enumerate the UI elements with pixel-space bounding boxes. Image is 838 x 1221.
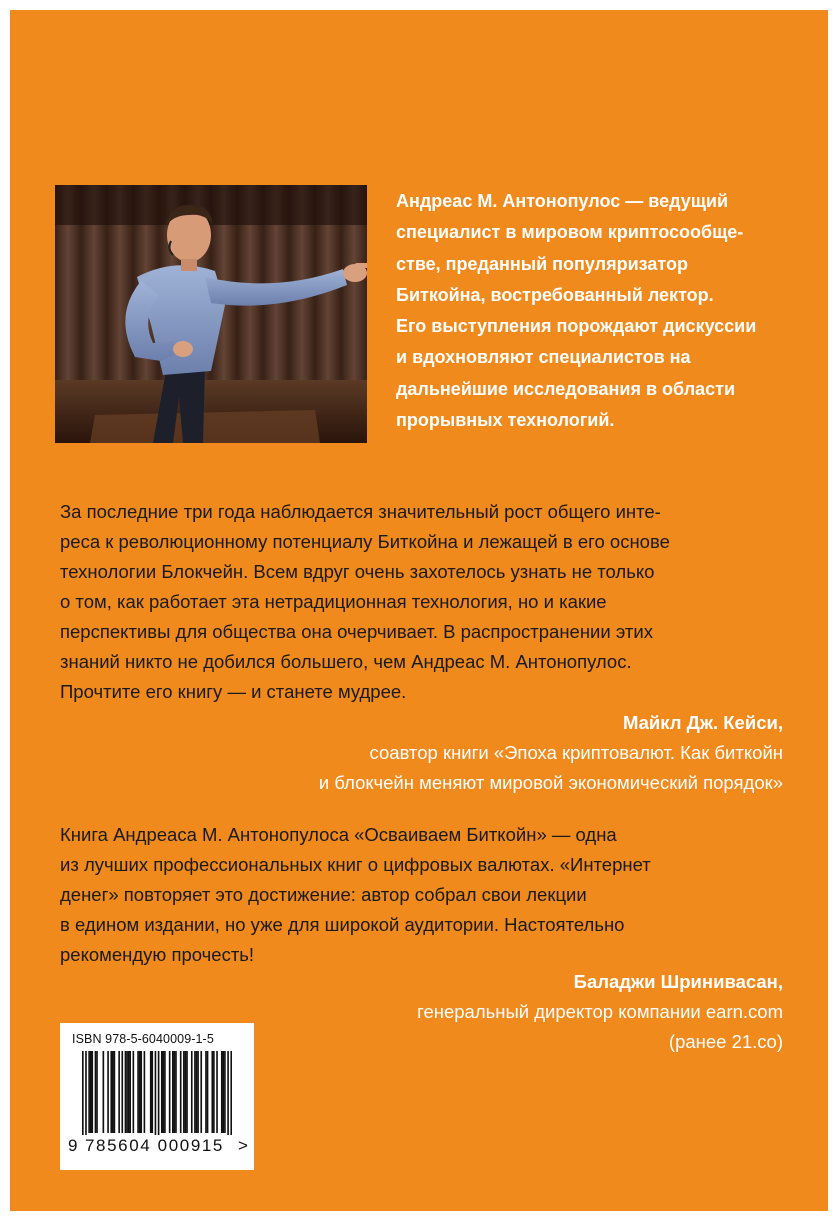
bio-line: стве, преданный популяризатор	[396, 253, 688, 274]
barcode-bar	[85, 1051, 87, 1135]
barcode-bar	[185, 1051, 187, 1133]
barcode-bar	[150, 1051, 152, 1133]
barcode-bar	[158, 1051, 160, 1135]
bio-line: Андреас М. Антонопулос — ведущий	[396, 191, 729, 211]
quote-casey-attribution	[319, 708, 783, 798]
quote-line: в едином издании, но уже для широкой аудитории. Настоятельно	[60, 914, 625, 935]
barcode-bar	[174, 1051, 176, 1133]
author-bio	[396, 186, 806, 436]
barcode-bar	[164, 1051, 166, 1133]
quote-line: реса к революционному потенциалу Биткойна и лежащей в его основе	[60, 531, 670, 552]
barcode-bar	[103, 1051, 105, 1133]
barcode-bar	[224, 1051, 226, 1133]
barcode-bar	[126, 1051, 128, 1133]
quote-line: Книга Андреаса М. Антонопулоса «Осваиваем Биткойн» — одна	[60, 824, 617, 845]
barcode-bar	[161, 1051, 163, 1133]
barcode-bar	[151, 1051, 153, 1133]
barcode-bar	[91, 1051, 93, 1133]
quote-line: знаний никто не добился большего, чем Андреас М. Антонопулос.	[60, 651, 632, 672]
barcode-lead-digit: 9	[68, 1136, 78, 1155]
quote-srinivasan-attribution	[417, 967, 783, 1057]
quote-line: перспективы для общества она очерчивает. В распространении этих	[60, 621, 653, 642]
barcode-bar	[194, 1051, 196, 1133]
barcode-bar	[186, 1051, 188, 1133]
quote-srinivasan	[60, 820, 795, 970]
bio-line: специалист в мировом криптосообще-	[396, 222, 744, 243]
speaker-photo-icon	[55, 185, 367, 443]
barcode-bar	[213, 1051, 215, 1133]
barcode-bar	[172, 1051, 174, 1133]
barcode-bar	[221, 1051, 223, 1133]
barcode-bar	[128, 1051, 130, 1133]
author-photo	[55, 185, 367, 443]
isbn-barcode	[60, 1023, 254, 1170]
quote-line: технологии Блокчейн. Всем вдруг очень захотелось узнать не только	[60, 561, 655, 582]
barcode-bar	[175, 1051, 177, 1133]
isbn-label: ISBN 978-5-6040009-1-5	[72, 1032, 214, 1046]
barcode-bar	[205, 1051, 207, 1133]
bio-line: прорывных технологий.	[396, 410, 615, 431]
barcode-bar	[200, 1051, 202, 1133]
barcode-bar	[155, 1051, 157, 1135]
bio-line: Биткойна, востребованный лектор.	[396, 284, 714, 305]
quote-author-role: (ранее 21.co)	[668, 1031, 783, 1052]
bio-line: дальнейшие исследования в области	[396, 378, 736, 399]
quote-casey	[60, 497, 795, 707]
barcode-bar	[169, 1051, 171, 1133]
barcode-digits: 785604 000915	[85, 1136, 224, 1155]
quote-author-name: Баладжи Шринивасан,	[573, 971, 783, 992]
quote-author-role: соавтор книги «Эпоха криптовалют. Как биткойн	[369, 742, 783, 763]
quote-line: денег» повторяет это достижение: автор собрал свои лекции	[60, 884, 587, 905]
barcode-bar	[114, 1051, 116, 1133]
barcode-bar	[211, 1051, 213, 1133]
barcode-bar	[140, 1051, 142, 1133]
barcode-bar	[133, 1051, 135, 1133]
bio-line: Его выступления порождают дискуссии	[396, 316, 757, 337]
barcode-bar	[125, 1051, 127, 1133]
barcode-bar	[82, 1051, 84, 1135]
barcode-bar	[216, 1051, 218, 1133]
barcode-bar	[223, 1051, 225, 1133]
barcode-bar	[180, 1051, 182, 1133]
barcode-arrow: >	[238, 1136, 248, 1155]
barcode-bar	[191, 1051, 193, 1133]
barcode-bar	[183, 1051, 185, 1133]
barcode-bar	[121, 1051, 123, 1133]
barcode-bar	[112, 1051, 114, 1133]
barcode-bar	[107, 1051, 109, 1133]
quote-author-role: генеральный директор компании earn.com	[417, 1001, 783, 1022]
barcode-bar	[163, 1051, 165, 1133]
barcode-bar	[96, 1051, 98, 1133]
quote-line: о том, как работает эта нетрадиционная технология, но и какие	[60, 591, 607, 612]
quote-line: из лучших профессиональных книг о цифровых валютах. «Интернет	[60, 854, 651, 875]
barcode-bar	[118, 1051, 120, 1133]
quote-author-name: Майкл Дж. Кейси,	[622, 712, 783, 733]
barcode-bar	[144, 1051, 146, 1133]
barcode-bar	[137, 1051, 139, 1133]
barcode-bar	[227, 1051, 229, 1135]
quote-author-role: и блокчейн меняют мировой экономический порядок»	[318, 772, 783, 793]
quote-line: Прочтите его книгу — и станете мудрее.	[60, 681, 407, 702]
quote-line: За последние три года наблюдается значительный рост общего инте-	[60, 501, 661, 522]
barcode-bar	[207, 1051, 209, 1133]
barcode-bar	[95, 1051, 97, 1133]
barcode-bar	[129, 1051, 131, 1133]
barcode-bar	[230, 1051, 232, 1135]
barcode-bars	[82, 1051, 232, 1135]
barcode-bar	[196, 1051, 198, 1133]
barcode-bar	[88, 1051, 90, 1133]
bio-line: и вдохновляют специалистов на	[396, 347, 691, 368]
barcode-bar	[90, 1051, 92, 1133]
barcode-bar	[110, 1051, 112, 1133]
barcode-bar	[197, 1051, 199, 1133]
quote-line: рекомендую прочесть!	[60, 944, 255, 965]
barcode-bar	[139, 1051, 141, 1133]
